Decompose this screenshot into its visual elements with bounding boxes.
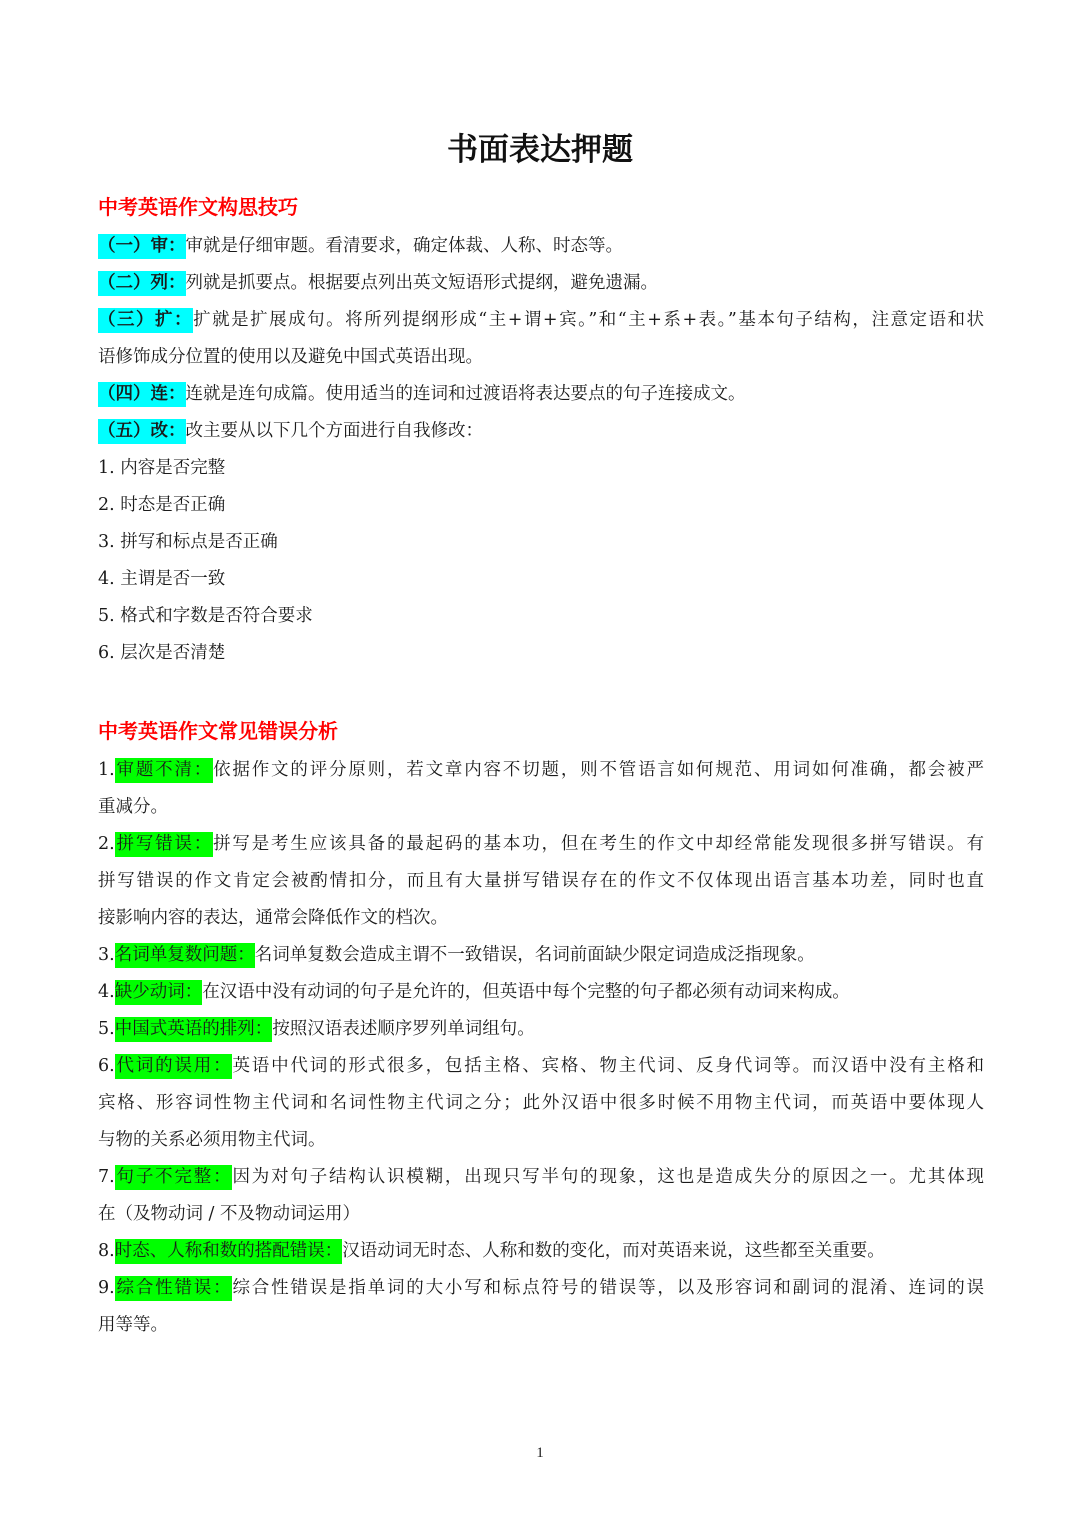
checklist-item: 3. 拼写和标点是否正确 bbox=[98, 532, 278, 552]
error-text: 在汉语中没有动词的句子是允许的，但英语中每个完整的句子都必须有动词来构成。 bbox=[202, 982, 850, 1002]
checklist-item: 4. 主谓是否一致 bbox=[98, 569, 226, 589]
error-text: 因为对句子结构认识模糊，出现只写半句的现象，这也是造成失分的原因之一。尤其体现 bbox=[232, 1167, 984, 1187]
step-label: （五）改： bbox=[98, 419, 186, 444]
error-continued: 拼写错误的作文肯定会被酌情扣分，而且有大量拼写错误存在的作文不仅体现出语言基本功差，同时也直 bbox=[98, 871, 984, 891]
errors-list bbox=[98, 752, 984, 1344]
error-number: 1. bbox=[98, 760, 115, 780]
error-label: 中国式英语的排列： bbox=[115, 1017, 273, 1042]
error-number: 4. bbox=[98, 982, 115, 1002]
error-continued: 重减分。 bbox=[98, 797, 168, 817]
error-continued: 用等等。 bbox=[98, 1315, 168, 1335]
step-label: （一）审： bbox=[98, 234, 186, 259]
error-item bbox=[98, 826, 984, 863]
error-text: 按照汉语表述顺序罗列单词组句。 bbox=[272, 1019, 535, 1039]
step-label: （四）连： bbox=[98, 382, 186, 407]
step-label: （三）扩： bbox=[98, 308, 193, 333]
error-number: 6. bbox=[98, 1056, 115, 1076]
error-number: 9. bbox=[98, 1278, 115, 1298]
error-label: 综合性错误： bbox=[115, 1276, 233, 1301]
step-text: 连就是连句成篇。使用适当的连词和过渡语将表达要点的句子连接成文。 bbox=[185, 384, 746, 404]
error-label: 拼写错误： bbox=[115, 832, 213, 857]
error-continued: 与物的关系必须用物主代词。 bbox=[98, 1130, 326, 1150]
error-item bbox=[98, 752, 984, 789]
error-continued: 宾格、形容词性物主代词和名词性物主代词之分；此外汉语中很多时候不用物主代词，而英语中要体现人 bbox=[98, 1093, 984, 1113]
error-label: 句子不完整： bbox=[115, 1165, 233, 1190]
step-review bbox=[98, 228, 984, 265]
error-label: 名词单复数问题： bbox=[115, 943, 255, 968]
error-text: 英语中代词的形式很多，包括主格、宾格、物主代词、反身代词等。而汉语中没有主格和 bbox=[232, 1056, 984, 1076]
error-item bbox=[98, 974, 984, 1011]
step-text: 扩就是扩展成句。将所列提纲形成“主+谓+宾。”和“主+系+表。”基本句子结构，注意定语和状 bbox=[193, 310, 984, 330]
error-item bbox=[98, 1270, 984, 1307]
error-continued: 接影响内容的表达，通常会降低作文的档次。 bbox=[98, 908, 448, 928]
error-text: 综合性错误是指单词的大小写和标点符号的错误等，以及形容词和副词的混淆、连词的误 bbox=[232, 1278, 984, 1298]
error-item bbox=[98, 1048, 984, 1085]
step-label: （二）列： bbox=[98, 271, 186, 296]
step-text: 审就是仔细审题。看清要求，确定体裁、人称、时态等。 bbox=[185, 236, 623, 256]
error-number: 2. bbox=[98, 834, 115, 854]
step-text: 列就是抓要点。根据要点列出英文短语形式提纲，避免遗漏。 bbox=[185, 273, 658, 293]
checklist-item: 1. 内容是否完整 bbox=[98, 458, 226, 478]
error-item bbox=[98, 1011, 984, 1048]
error-number: 3. bbox=[98, 945, 115, 965]
checklist-item: 6. 层次是否清楚 bbox=[98, 643, 226, 663]
error-item bbox=[98, 937, 984, 974]
step-expand bbox=[98, 302, 984, 339]
error-text: 名词单复数会造成主谓不一致错误，名词前面缺少限定词造成泛指现象。 bbox=[254, 945, 815, 965]
error-text: 汉语动词无时态、人称和数的变化，而对英语来说，这些都至关重要。 bbox=[342, 1241, 885, 1261]
step-expand-continued: 语修饰成分位置的使用以及避免中国式英语出现。 bbox=[98, 347, 483, 367]
section-heading-techniques: 中考英语作文构思技巧 bbox=[98, 195, 298, 219]
error-text: 依据作文的评分原则，若文章内容不切题，则不管语言如何规范、用词如何准确，都会被严 bbox=[213, 760, 984, 780]
checklist-item: 2. 时态是否正确 bbox=[98, 495, 226, 515]
page-number: 1 bbox=[536, 1445, 544, 1461]
error-continued: 在（及物动词 / 不及物动词运用） bbox=[98, 1204, 361, 1224]
error-label: 代词的误用： bbox=[115, 1054, 233, 1079]
step-revise bbox=[98, 413, 984, 450]
error-item bbox=[98, 1233, 984, 1270]
error-number: 7. bbox=[98, 1167, 115, 1187]
error-text: 拼写是考生应该具备的最起码的基本功，但在考生的作文中却经常能发现很多拼写错误。有 bbox=[213, 834, 984, 854]
section-heading-errors: 中考英语作文常见错误分析 bbox=[98, 719, 338, 743]
error-label: 审题不清： bbox=[115, 758, 213, 783]
error-item bbox=[98, 1159, 984, 1196]
error-label: 缺少动词： bbox=[115, 980, 203, 1005]
error-number: 8. bbox=[98, 1241, 115, 1261]
error-number: 5. bbox=[98, 1019, 115, 1039]
step-connect bbox=[98, 376, 984, 413]
error-label: 时态、人称和数的搭配错误： bbox=[115, 1239, 343, 1264]
checklist-item: 5. 格式和字数是否符合要求 bbox=[98, 606, 313, 626]
page-title: 书面表达押题 bbox=[447, 132, 633, 168]
step-text: 改主要从以下几个方面进行自我修改： bbox=[185, 421, 483, 441]
step-list bbox=[98, 265, 984, 302]
techniques-steps bbox=[98, 228, 984, 672]
